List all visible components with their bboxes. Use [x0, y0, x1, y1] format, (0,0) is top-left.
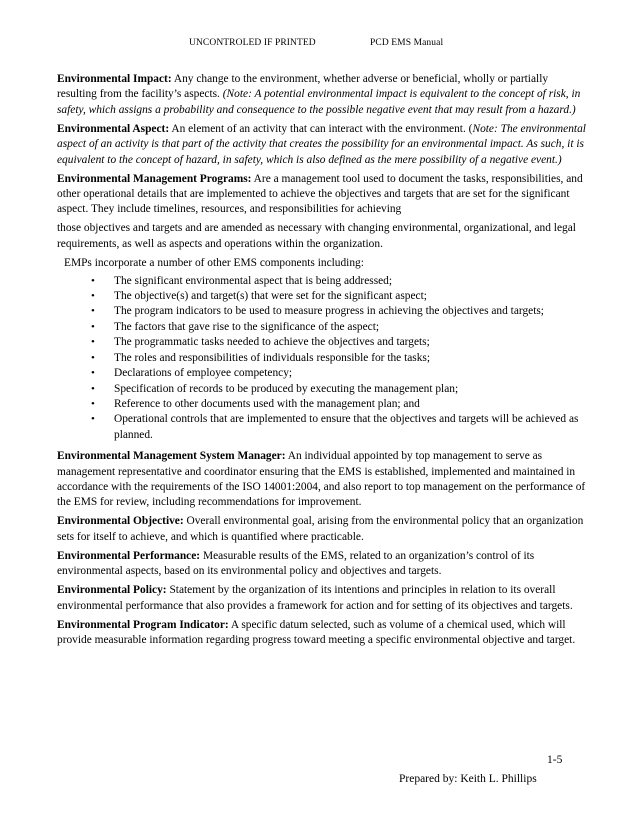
definition-term: Environmental Objective: [57, 515, 184, 528]
definition-term: Environmental Management Programs: [57, 172, 252, 185]
bullet-icon: • [91, 413, 95, 426]
definition-term: Environmental Performance: [57, 549, 201, 562]
emp-intro: EMPs incorporate a number of other EMS components including: [64, 257, 364, 270]
bullet-icon: • [91, 351, 95, 364]
bullet-icon: • [91, 305, 95, 318]
definition-ems-manager [57, 449, 587, 511]
definition-environmental-aspect [57, 122, 587, 168]
prepared-by: Prepared by: Keith L. Phillips [399, 773, 537, 785]
list-item-text: Operational controls that are implemented to ensure that the objectives and targets will be achieved as planned. [114, 413, 579, 441]
definition-term: Environmental Program Indicator: [57, 618, 229, 631]
list-item-text: The roles and responsibilities of individuals responsible for the tasks; [114, 351, 431, 364]
list-item-text: Reference to other documents used with the management plan; and [114, 397, 420, 410]
definition-term: Environmental Policy: [57, 584, 167, 597]
definition-environmental-impact [57, 72, 587, 118]
document-body [57, 72, 587, 652]
page-number: 1-5 [547, 754, 563, 766]
list-item-text: The program indicators to be used to measure progress in achieving the objectives and targets; [114, 305, 544, 318]
bullet-icon: • [91, 367, 95, 380]
definition-note: Note: The environmental aspect of an activity is that part of the activity that creates the possibility for an environmental impact. As such, it is equivalent to the concept of hazard, in safety, which is also defined as the mere possibility of a negative event.) [57, 122, 586, 166]
bullet-icon: • [91, 336, 95, 349]
list-item [57, 335, 587, 350]
definition-note: (Note: A potential environmental impact is equivalent to the concept of risk, in safety, which assigns a probability and consequence to the possible negative event that may result from a hazard.) [57, 88, 581, 116]
definition-environmental-management-programs [57, 172, 587, 218]
list-item-text: The objective(s) and target(s) that were set for the significant aspect; [114, 290, 427, 303]
list-item [57, 274, 587, 289]
definition-environmental-performance [57, 549, 587, 580]
definition-text: Measurable results of the EMS, related to an organization’s control of its environmental aspects, based on its environmental policy and objectives and targets. [57, 549, 535, 578]
list-item-text: Specification of records to be produced by executing the management plan; [114, 382, 459, 395]
bullet-icon: • [91, 397, 95, 410]
list-item [57, 366, 587, 381]
definition-environmental-policy [57, 583, 587, 614]
definition-text: An element of an activity that can interact with the environment. ( [169, 122, 473, 135]
definition-environmental-objective [57, 514, 587, 545]
bullet-icon: • [91, 290, 95, 303]
list-item [57, 382, 587, 397]
list-item [57, 289, 587, 304]
bullet-icon: • [91, 274, 95, 287]
definition-text: An individual appointed by top management to serve as management representative and coordinator ensuring that the EMS is established, implemented and maintained in accordance with the requirements of the ISO 14001:2004, and also report to top management on the performance of the EMS for review, including recommendations for improvement. [57, 450, 586, 509]
emp-continuation: those objectives and targets and are amended as necessary with changing environmental, organizational, and legal requirements, as well as aspects and operations within the organization. [57, 222, 576, 250]
list-item-text: The programmatic tasks needed to achieve the objectives and targets; [114, 336, 430, 349]
list-item [57, 304, 587, 319]
bullet-icon: • [91, 382, 95, 395]
list-item-text: The factors that gave rise to the significance of the aspect; [114, 320, 380, 333]
list-item-text: The significant environmental aspect that is being addressed; [114, 274, 393, 287]
list-item-text: Declarations of employee competency; [114, 367, 293, 380]
definition-term: Environmental Management System Manager: [57, 450, 286, 463]
definition-text: A specific datum selected, such as volume of a chemical used, which will provide measurable information regarding progress toward meeting a specific environmental objective and target. [57, 618, 576, 646]
definition-text: Overall environmental goal, arising from the environmental policy that an organization sets for itself to achieve, and which is quantified where practicable. [57, 515, 584, 543]
list-item [57, 412, 587, 443]
list-item [57, 397, 587, 412]
definition-text: Statement by the organization of its intentions and principles in relation to its overall environmental performance that also provides a framework for action and for setting of its objectives and targets. [57, 584, 573, 612]
emp-components-list [57, 274, 587, 443]
definition-term: Environmental Aspect: [57, 122, 170, 135]
definition-term: Environmental Impact: [57, 73, 172, 85]
list-item [57, 320, 587, 335]
definition-text: Are a management tool used to document the tasks, responsibilities, and other operational details that are implemented to achieve the objectives and targets that are set for the significant aspect. They include timelines, resources, and responsibilities for achieving [57, 172, 583, 216]
list-item [57, 351, 587, 366]
header-uncontrolled-notice: UNCONTROLED IF PRINTED [189, 38, 316, 48]
definition-text: Any change to the environment, whether adverse or beneficial, wholly or partially resulting from the facility’s aspects. [57, 73, 549, 101]
header-manual-title: PCD EMS Manual [370, 38, 444, 48]
definition-environmental-program-indicator [57, 618, 587, 649]
bullet-icon: • [91, 320, 95, 333]
